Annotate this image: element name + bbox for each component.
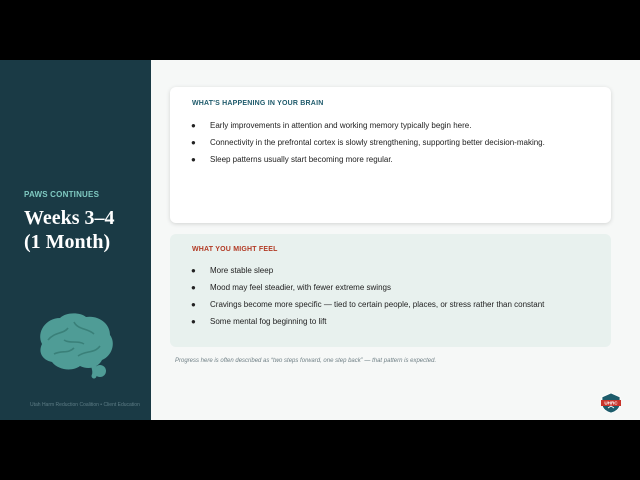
feelings-card: [170, 234, 611, 347]
slide-title-line-1: Weeks 3–4: [24, 207, 115, 229]
list-item: [191, 279, 544, 296]
list-item-text: Early improvements in attention and working memory typically begin here.: [210, 121, 472, 130]
list-item-text: Sleep patterns usually start becoming more regular.: [210, 155, 393, 164]
list-item-text: Some mental fog beginning to lift: [210, 317, 327, 326]
list-item-text: Cravings become more specific — tied to certain people, places, or stress rather than constant: [210, 300, 545, 309]
bullet-dot-icon: ●: [191, 283, 196, 292]
brain-icon: [34, 310, 116, 380]
list-item: [191, 296, 544, 313]
brain-card-heading: WHAT'S HAPPENING IN YOUR BRAIN: [192, 100, 324, 107]
slide-title-line-2: (1 Month): [24, 231, 111, 253]
sidebar: [0, 60, 151, 420]
list-item-text: Connectivity in the prefrontal cortex is slowly strengthening, supporting better decision-making.: [210, 138, 545, 147]
list-item: [191, 151, 545, 168]
bullet-dot-icon: ●: [191, 121, 196, 130]
list-item-text: More stable sleep: [210, 266, 274, 275]
list-item: [191, 117, 545, 134]
footer-note: Utah Harm Reduction Coalition • Client Education: [30, 402, 140, 408]
list-item: [191, 313, 544, 330]
section-eyebrow: PAWS CONTINUES: [24, 190, 100, 199]
caption-note: Progress here is often described as “two steps forward, one step back” — that pattern is expected.: [175, 358, 437, 364]
brain-changes-card: [170, 87, 611, 223]
slide-title: [24, 206, 149, 254]
brain-bullet-list: [191, 117, 545, 168]
bullet-dot-icon: ●: [191, 138, 196, 147]
bullet-dot-icon: ●: [191, 266, 196, 275]
list-item-text: Mood may feel steadier, with fewer extreme swings: [210, 283, 391, 292]
bullet-dot-icon: ●: [191, 317, 196, 326]
logo-text: UHRC: [604, 400, 618, 406]
list-item: [191, 262, 544, 279]
feel-card-heading: WHAT YOU MIGHT FEEL: [192, 246, 278, 253]
bullet-dot-icon: ●: [191, 300, 196, 309]
list-item: [191, 134, 545, 151]
uhrc-logo: [600, 392, 622, 414]
bullet-dot-icon: ●: [191, 155, 196, 164]
feel-bullet-list: [191, 262, 544, 330]
slide: [0, 60, 640, 420]
